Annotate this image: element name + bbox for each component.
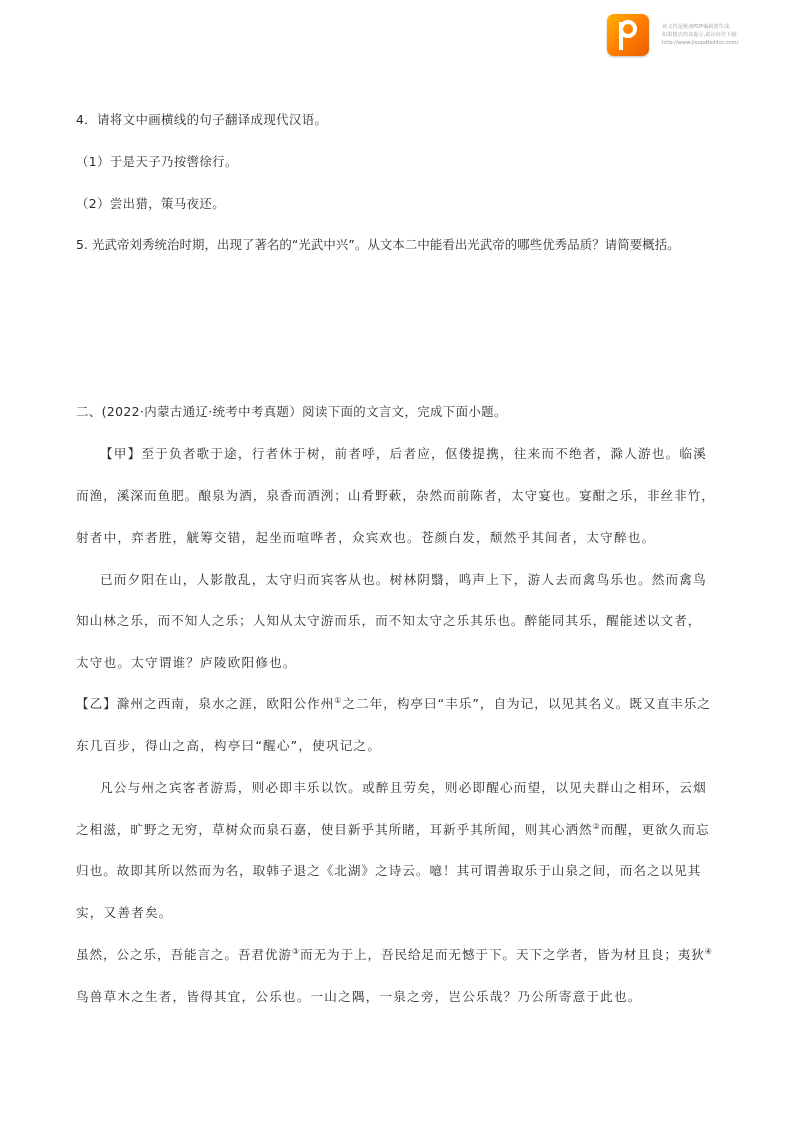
passage-yi-text: 之二年，构亭曰“丰乐”，自为记，以见其名义。既又直丰乐之 <box>342 696 711 711</box>
passage-yi-text: 之相滋，旷野之无穷，草树众而泉石嘉，使目新乎其所睹，耳新乎其所闻，则其心洒然 <box>76 822 593 837</box>
footnote-marker: ④ <box>704 946 713 956</box>
passage-yi-text: 而醒，更欲久而忘 <box>600 822 710 837</box>
passage-jia-line: 知山林之乐，而不知人之乐；人知从太守游而乐，而不知太守之乐其乐也。醉能同其乐，醒能述以文者， <box>76 613 702 628</box>
passage-jia-line: 而渔，溪深而鱼肥。酿泉为酒，泉香而酒洌；山肴野蔌，杂然而前陈者，太守宴也。宴酣之乐，非丝非竹， <box>76 488 715 503</box>
section-2-heading: 二、(2022·内蒙古通辽·统考中考真题）阅读下面的文言文，完成下面小题。 <box>76 404 507 419</box>
passage-yi-text: 【乙】滁州之西南，泉水之涯，欧阳公作州 <box>76 696 335 711</box>
pdf-editor-logo-icon <box>607 14 649 56</box>
question-4-part-1: （1）于是天子乃按辔徐行。 <box>76 154 238 169</box>
passage-yi-line <box>76 693 711 712</box>
passage-yi-line: 凡公与州之宾客者游焉，则必即丰乐以饮。或醉且劳矣，则必即醒心而望，以见夫群山之相环，云烟 <box>100 780 707 795</box>
passage-yi-line <box>76 819 709 838</box>
footnote-marker: ② <box>592 821 601 831</box>
watermark-line: 如果想去掉该提示,请访问并下载: <box>662 32 739 38</box>
passage-yi-line <box>76 944 713 963</box>
passage-jia-line: 太守也。太守谓谁？庐陵欧阳修也。 <box>76 655 297 670</box>
passage-jia-line: 射者中，弈者胜，觥筹交错，起坐而喧哗者，众宾欢也。苍颜白发，颓然乎其间者，太守醉也。 <box>76 530 656 545</box>
passage-yi-line: 归也。故即其所以然而为名，取韩子退之《北湖》之诗云。噫！其可谓善取乐于山泉之间，而名之以见其 <box>76 863 702 878</box>
passage-jia-line: 已而夕阳在山，人影散乱，太守归而宾客从也。树林阴翳，鸣声上下，游人去而禽鸟乐也。然而禽鸟 <box>100 572 707 587</box>
editor-watermark <box>662 23 792 47</box>
passage-yi-text: 而无为于上，吾民给足而无憾于下。天下之学者，皆为材且良；夷狄 <box>299 947 705 962</box>
passage-yi-line: 鸟兽草木之生者，皆得其宜，公乐也。一山之隅，一泉之旁，岂公乐哉？乃公所寄意于此也。 <box>76 989 642 1004</box>
question-4-part-2: （2）尝出猎，策马夜还。 <box>76 196 225 211</box>
watermark-line: 该文档是极速PDF编辑器生成, <box>662 24 731 30</box>
question-5: 5. 光武帝刘秀统治时期，出现了著名的“光武中兴”。从文本二中能看出光武帝的哪些优秀品质？请简要概括。 <box>76 237 680 252</box>
passage-yi-line: 东几百步，得山之高，构亭曰“醒心”，使巩记之。 <box>76 738 382 753</box>
question-4: 4．请将文中画横线的句子翻译成现代汉语。 <box>76 112 328 127</box>
passage-jia-line: 【甲】至于负者歌于途，行者休于树，前者呼，后者应，伛偻提携，往来而不绝者，滁人游也。临溪 <box>100 446 707 461</box>
passage-yi-text: 虽然，公之乐，吾能言之。吾君优游 <box>76 947 292 962</box>
footnote-marker: ③ <box>291 946 300 956</box>
footnote-marker: ① <box>334 695 343 705</box>
watermark-line: http://www.jisupdfeditor.com/ <box>662 40 739 46</box>
passage-yi-line: 实，又善者矣。 <box>76 905 173 920</box>
